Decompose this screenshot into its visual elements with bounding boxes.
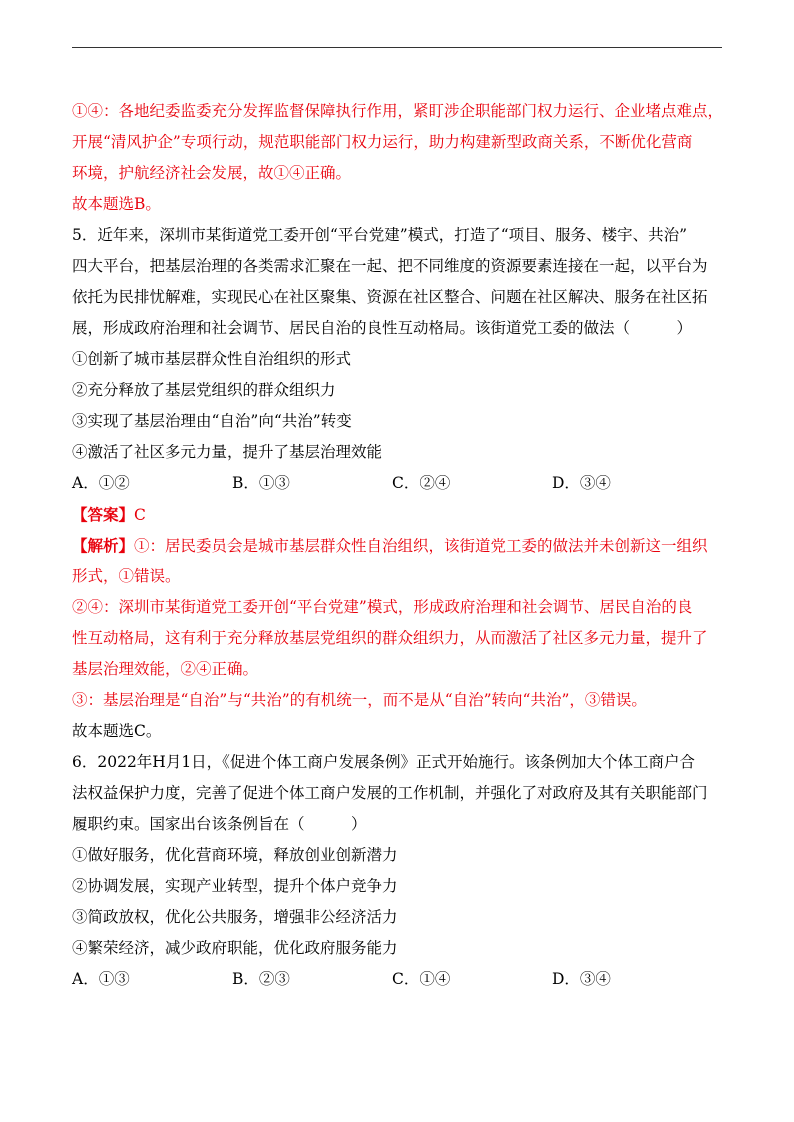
analysis-text: ①：居民委员会是城市基层群众性自治组织，该街道党工委的做法并未创新这一组织 [134, 537, 708, 555]
option-b: B．①③ [232, 474, 290, 492]
question-stem-line: 展，形成政府治理和社会调节、居民自治的良性互动格局。该街道党工委的做法（ ） [72, 319, 693, 337]
analysis-line: 环境，护航经济社会发展，故①④正确。 [72, 164, 352, 182]
statement: ④激活了社区多元力量，提升了基层治理效能 [72, 443, 383, 461]
analysis-line [72, 530, 732, 561]
statement: ④繁荣经济，减少政府职能，优化政府服务能力 [72, 939, 398, 957]
analysis-line: ①④：各地纪委监委充分发挥监督保障执行作用，紧盯涉企职能部门权力运行、企业堵点难点， [72, 102, 724, 120]
option-d: D．③④ [552, 970, 611, 988]
analysis-line: ③：基层治理是“自治”与“共治”的有机统一，而不是从“自治”转向“共治”，③错误。 [72, 691, 647, 709]
question-stem-line: 法权益保护力度，完善了促进个体工商户发展的工作机制，并强化了对政府及其有关职能部门 [72, 784, 708, 802]
header-rule [72, 47, 722, 48]
analysis-line: 性互动格局，这有利于充分释放基层党组织的群众组织力，从而激活了社区多元力量，提升了 [72, 629, 708, 647]
question-stem-line: 6．2022年H月1日，《促进个体工商户发展条例》正式开始施行。该条例加大个体工商户合 [72, 753, 695, 771]
conclusion: 故本题选C。 [72, 722, 162, 740]
question-stem-line: 5．近年来，深圳市某街道党工委开创“平台党建”模式，打造了“项目、服务、楼宇、共治” [72, 226, 688, 244]
statement: ①做好服务，优化营商环境，释放创业创新潜力 [72, 846, 398, 864]
conclusion: 故本题选B。 [72, 195, 161, 213]
analysis-line: 开展“清风护企”专项行动，规范职能部门权力运行，助力构建新型政商关系，不断优化营商 [72, 133, 693, 151]
option-a: A．①② [72, 474, 130, 492]
analysis-line: 基层治理效能，②④正确。 [72, 660, 259, 678]
analysis-label: 【解析】 [72, 536, 135, 555]
page-content [72, 96, 732, 995]
statement: ③实现了基层治理由“自治”向“共治”转变 [72, 412, 352, 430]
statement: ②充分释放了基层党组织的群众组织力 [72, 381, 336, 399]
question-stem-line: 四大平台，把基层治理的各类需求汇聚在一起、把不同维度的资源要素连接在一起，以平台为 [72, 257, 708, 275]
analysis-line: 形式，①错误。 [72, 567, 181, 585]
option-d: D．③④ [552, 474, 611, 492]
statement: ②协调发展，实现产业转型，提升个体户竞争力 [72, 877, 398, 895]
answer-value: C [134, 506, 146, 524]
answer-options [72, 964, 732, 995]
answer-row [72, 499, 732, 530]
statement: ①创新了城市基层群众性自治组织的形式 [72, 350, 352, 368]
question-6 [72, 747, 732, 995]
answer-label: 【答案】 [72, 505, 135, 524]
question-stem-line: 依托为民排忧解难，实现民心在社区聚集、资源在社区整合、问题在社区解决、服务在社区拓 [72, 288, 708, 306]
option-c: C．①④ [392, 970, 451, 988]
question-5 [72, 220, 732, 747]
option-c: C．②④ [392, 474, 451, 492]
option-a: A．①③ [72, 970, 130, 988]
previous-analysis [72, 96, 732, 189]
answer-options [72, 468, 732, 499]
question-stem-line: 履职约束。国家出台该条例旨在（ ） [72, 815, 367, 833]
option-b: B．②③ [232, 970, 290, 988]
statement: ③简政放权，优化公共服务，增强非公经济活力 [72, 908, 398, 926]
analysis-line: ②④：深圳市某街道党工委开创“平台党建”模式，形成政府治理和社会调节、居民自治的良 [72, 598, 693, 616]
